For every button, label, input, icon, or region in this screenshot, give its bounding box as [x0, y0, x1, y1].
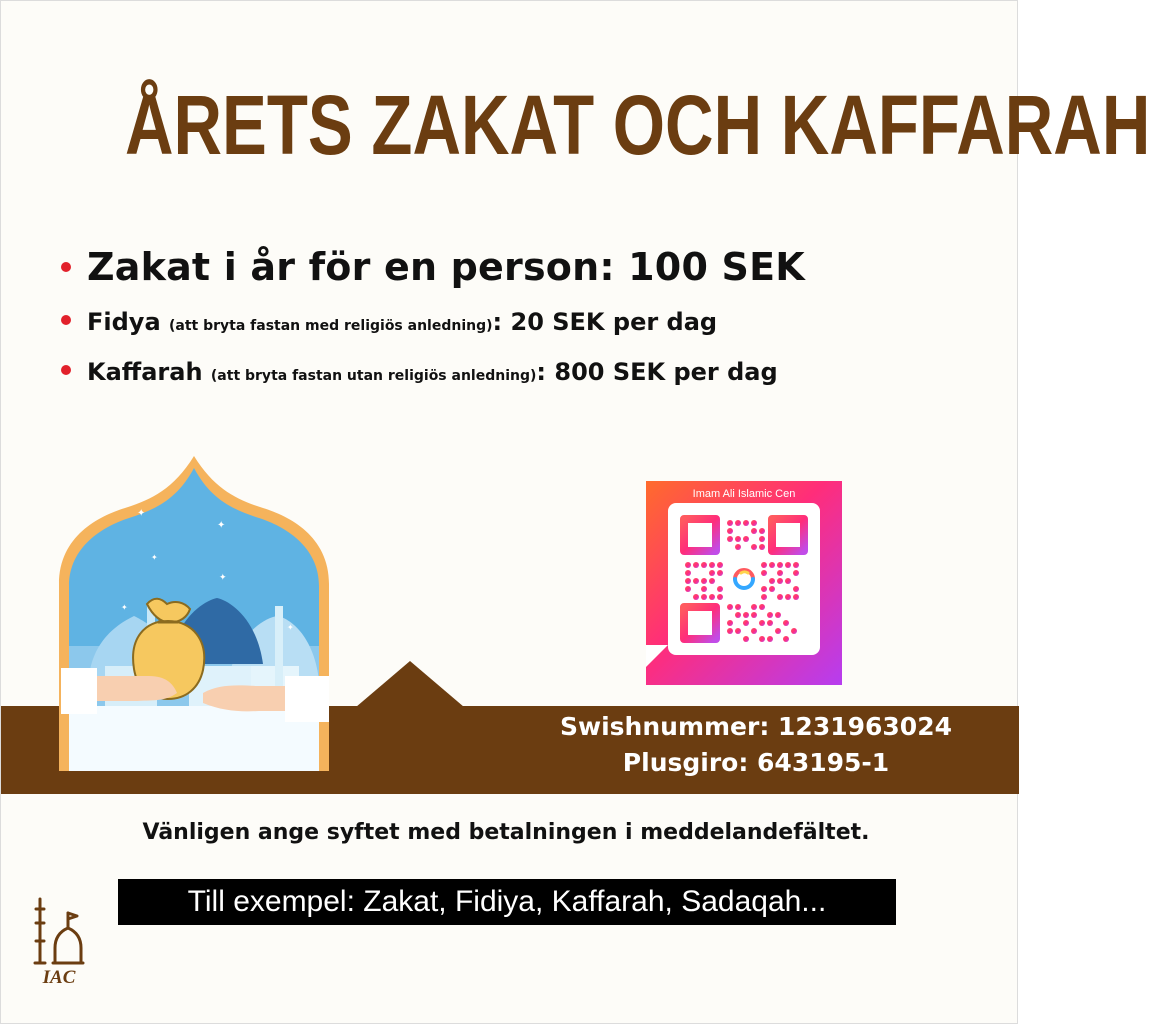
svg-text:✦: ✦	[121, 603, 128, 612]
kaffarah-note: (att bryta fastan utan religiös anledning)	[210, 368, 537, 384]
payment-instructions: Vänligen ange syftet med betalningen i meddelandefältet.	[142, 820, 870, 845]
svg-text:✦: ✦	[151, 553, 158, 562]
fidya-value: 20 SEK per dag	[510, 308, 718, 336]
page-title: ÅRETS ZAKAT OCH KAFFARAH	[125, 78, 1150, 172]
kaffarah-colon: :	[536, 358, 547, 386]
mosque-arch-illustration	[49, 456, 409, 771]
mosque-logo-icon	[23, 889, 95, 993]
bullet-dot-icon	[61, 262, 71, 272]
qr-center-logo-icon	[731, 566, 757, 592]
fidya-note: (att bryta fastan med religiös anledning)	[169, 318, 493, 334]
fidya-label: Fidya	[87, 308, 161, 336]
qr-code-icon[interactable]	[668, 503, 820, 655]
plusgiro-number: Plusgiro: 643195-1	[622, 748, 890, 777]
list-item-fidya	[61, 305, 717, 343]
qr-code-card[interactable]	[646, 481, 842, 685]
list-item-zakat	[61, 243, 805, 291]
list-item-kaffarah	[61, 355, 778, 393]
zakat-value: 100 SEK	[628, 245, 805, 289]
qr-label: Imam Ali Islamic Cen	[692, 488, 796, 500]
svg-text:✦: ✦	[219, 573, 227, 583]
kaffarah-value: 800 SEK per dag	[554, 358, 778, 386]
zakat-label: Zakat i år för en person:	[87, 245, 615, 289]
kaffarah-label: Kaffarah	[87, 358, 203, 386]
bullet-dot-icon	[61, 315, 71, 325]
svg-text:✦: ✦	[217, 520, 226, 531]
fidya-colon: :	[492, 308, 503, 336]
bullet-dot-icon	[61, 365, 71, 375]
qr-corner-fold	[646, 645, 668, 667]
swish-number: Swishnummer: 1231963024	[560, 712, 952, 741]
example-bar: Till exempel: Zakat, Fidiya, Kaffarah, Sadaqah...	[118, 879, 896, 925]
logo-text: IAC	[42, 967, 76, 988]
svg-text:✦: ✦	[137, 508, 146, 519]
svg-text:✦: ✦	[287, 623, 294, 632]
payment-info	[521, 709, 991, 781]
